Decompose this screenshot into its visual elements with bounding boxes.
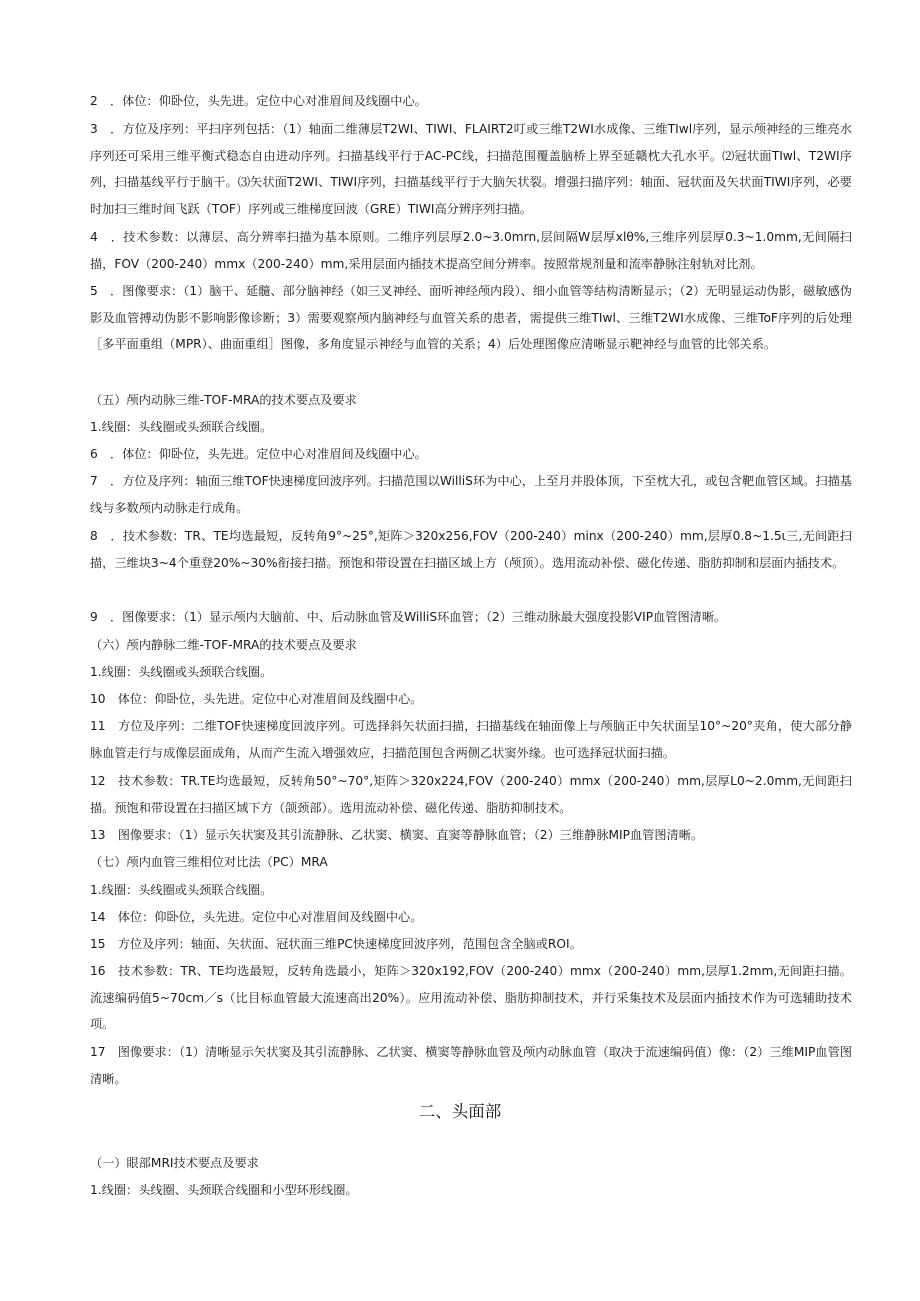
paragraph-11: 11 方位及序列：二维TOF快速梯度回波序列。可选择斜矢状面扫描，扫描基线在轴面像上与颅脑正中矢状面呈10°~20°夹角，使大部分静脉血管走行与成像层面成角，从而产生流入增强效应，扫描范围包含两侧乙状窦外缘。也可选择冠状面扫描。	[90, 719, 852, 760]
paragraph-coil-a: 1.线圈：头线圈或头颈联合线圈。	[90, 420, 273, 434]
paragraph-8: 8 ．技术参数：TR、TE均选最短，反转角9°~25°,矩阵＞320x256,FOV（200-240）minx（200-240）mm,层厚0.8~1.5ι三,无间距扫描，三维块3~4个重登20%~30%衔接扫描。预饱和带设置在扫描区域上方（颅顶）。选用流动补偿、磁化传递、脂肪抑制和层面内插技术。	[90, 529, 852, 570]
paragraph-eye-coil: 1.线圈：头线圈、头颈联合线圈和小型环形线圈。	[90, 1183, 358, 1197]
subheading-intracranial-artery-tof: （五）颅内动脉三维-TOF-MRA的技术要点及要求	[90, 393, 357, 407]
paragraph-10: 10 体位：仰卧位，头先进。定位中心对准眉间及线圈中心。	[90, 692, 423, 706]
paragraph-2: 2 ．体位：仰卧位，头先进。定位中心对准眉间及线圈中心。	[90, 94, 427, 108]
subheading-intracranial-vein-tof: （六）颅内静脉二维-TOF-MRA的技术要点及要求	[90, 638, 357, 652]
paragraph-15: 15 方位及序列：轴面、矢状面、冠状面三维PC快速梯度回波序列，范围包含全脑或ROI。	[90, 937, 582, 951]
paragraph-3: 3 ．方位及序列：平扫序列包括：（1）轴面二维薄层T2WI、TIWI、FLAIRT2叮或三维T2WI水成像、三维TIwl序列，显示颅神经的三维亮水序列还可采用三维平衡式稳态自由进动序列。扫描基线平行于AC-PC线，扫描范围覆盖脑桥上界至延赣枕大孔水平。⑵冠状面TIwl、T2WI序列，扫描基线平行于脑干。⑶矢状面T2WI、TIWI序列，扫描基线平行于大脑矢状裂。增强扫描序列：轴面、冠状面及矢状面TIWI序列，必要时加扫三维时间飞跃（TOF）序列或三维梯度回波（GRE）TIWI高分辨序列扫描。	[90, 122, 852, 216]
paragraph-7: 7 ．方位及序列：轴面三维TOF快速梯度回波序列。扫描范围以WilliS环为中心，上至月并股体顶，下至枕大孔，或包含靶血管区域。扫描基线与多数颅内动脉走行成角。	[90, 474, 852, 515]
paragraph-coil-c: 1.线圈：头线圈或头颈联合线圈。	[90, 883, 273, 897]
paragraph-4: 4 ．技术参数：以薄层、高分辨率扫描为基本原则。二维序列层厚2.0~3.0mrn,层间隔W层厚xlθ%,三维序列层厚0.3~1.0mm,无间隔扫描，FOV（200-240）mmx（200-240）mm,采用层面内插技术提高空间分辨率。按照常规剂量和流率静脉注射轨对比剂。	[90, 230, 852, 271]
paragraph-13: 13 图像要求：（1）显示矢状窦及其引流静脉、乙状窦、横窦、直窦等静脉血管；（2）三维静脉MIP血管图清晰。	[90, 828, 704, 842]
paragraph-6: 6 ．体位：仰卧位，头先进。定位中心对准眉间及线圈中心。	[90, 447, 427, 461]
paragraph-14: 14 体位：仰卧位，头先进。定位中心对准眉间及线圈中心。	[90, 910, 423, 924]
subheading-eye-mri: （一）眼部MRI技术要点及要求	[90, 1156, 259, 1170]
paragraph-17: 17 图像要求：（1）清晰显示矢状窦及其引流静脉、乙状窦、横窦等静脉血管及颅内动脉血管（取决于流速编码值）像：（2）三维MIP血管图清晰。	[90, 1045, 852, 1086]
subheading-intracranial-pc-mra: （七）颅内血管三维相位对比法（PC）MRA	[90, 855, 328, 869]
paragraph-coil-b: 1.线圈：头线圈或头颈联合线圈。	[90, 665, 273, 679]
section-heading: 二、头面部	[418, 1102, 502, 1121]
paragraph-9: 9 ．图像要求：（1）显示颅内大脑前、中、后动脉血管及WilliS环血管；（2）三维动脉最大强度投影VIP血管图清晰。	[90, 610, 727, 624]
paragraph-16: 16 技术参数：TR、TE均选最短，反转角选最小，矩阵＞320x192,FOV（200-240）mmx（200-240）mm,层厚1.2mm,无间距扫描。流速编码值5~70cm／s（比目标血管最大流速高出20%）。应用流动补偿、脂肪抑制技术，并行采集技术及层面内插技术作为可选辅助技术项。	[90, 964, 852, 1031]
paragraph-5: 5 ．图像要求：（1）脑干、延髓、部分脑神经（如三叉神经、面听神经颅内段）、细小血管等结构清断显示；（2）无明显运动伪影，磁敏感伪影及血管搏动伪影不影响影像诊断；3）需要观察颅内脑神经与血管关系的患者，需提供三维TIwl、三维T2WI水成像、三维ToF序列的后处理［多平面重组（MPR）、曲面重组］图像，多角度显示神经与血管的关系；4）后处理图像应清晰显示靶神经与血管的比邻关系。	[90, 284, 852, 351]
paragraph-12: 12 技术参数：TR.TE均选最短，反转角50°~70°,矩阵＞320x224,FOV（200-240）mmx（200-240）mm,层厚L0~2.0mm,无间距扫描。预饱和带设置在扫描区域下方（颌颈部）。选用流动补偿、磁化传递、脂肪抑制技术。	[90, 774, 852, 815]
